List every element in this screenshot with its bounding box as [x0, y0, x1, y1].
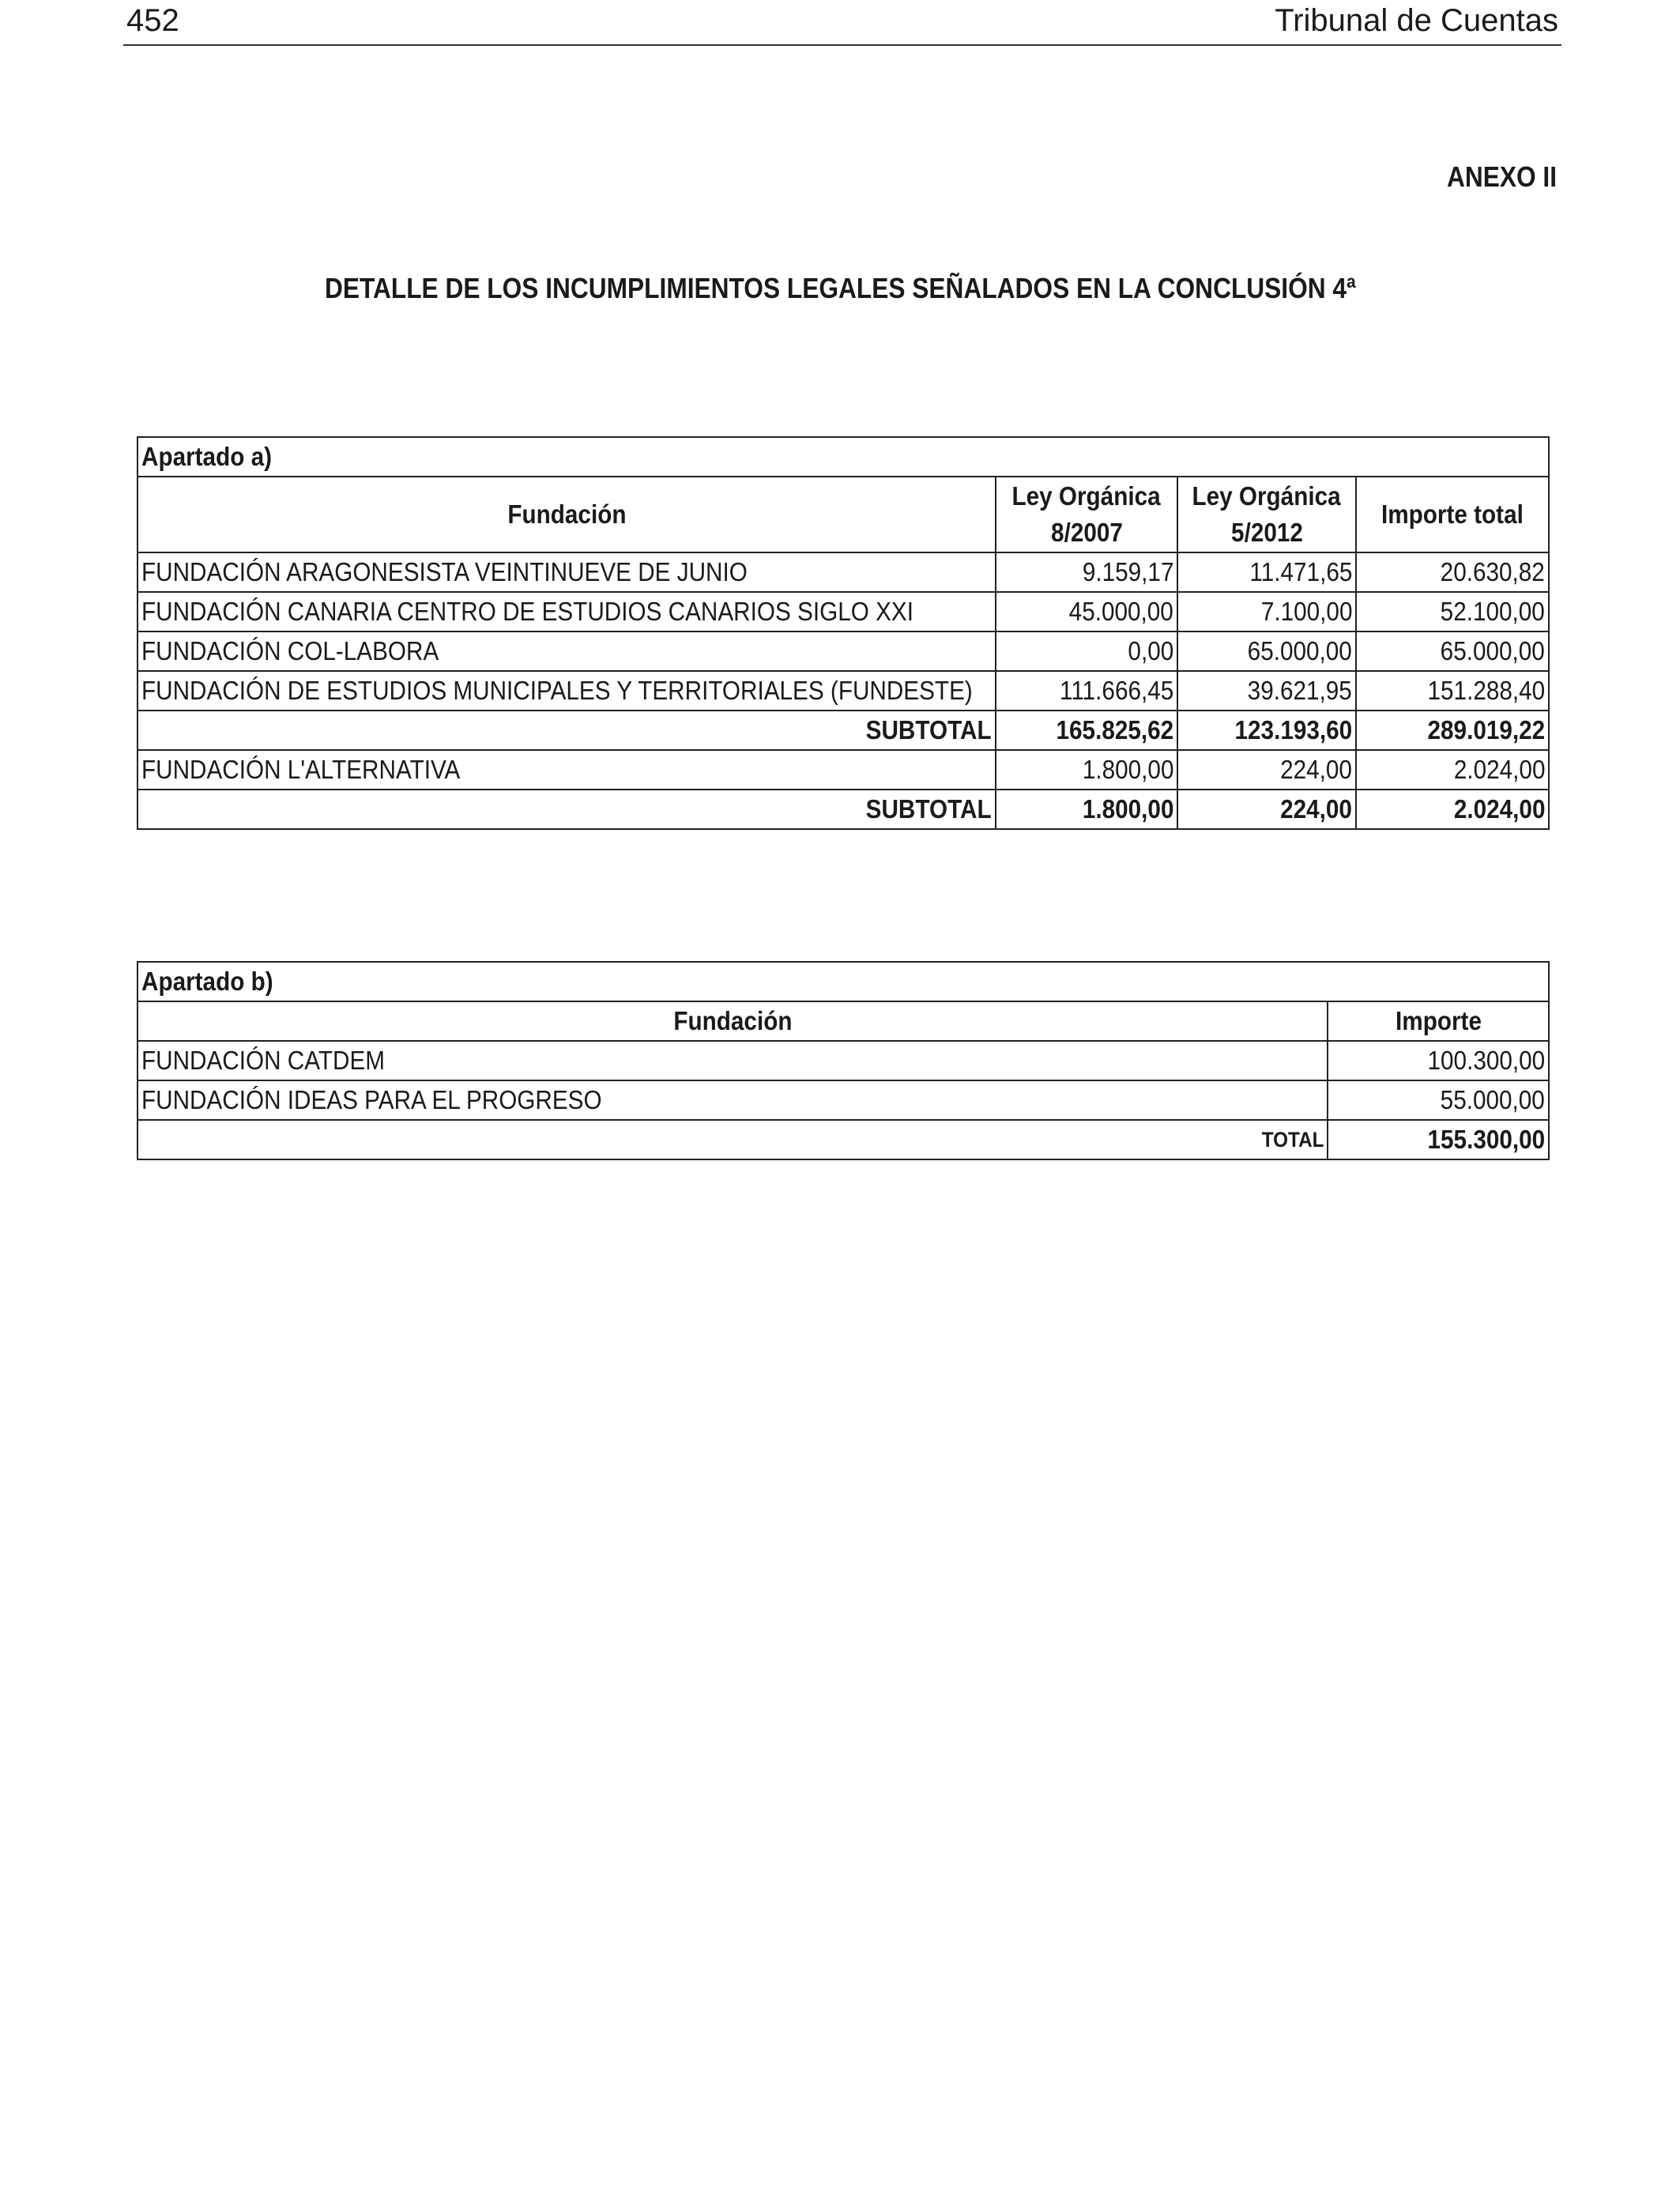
total-row	[137, 1120, 1549, 1159]
row-lo-2012: 11.471,65	[1177, 552, 1356, 592]
row-lo-2007: 0,00	[996, 631, 1177, 671]
subtotal-total: 2.024,00	[1356, 790, 1549, 829]
document-title	[0, 272, 1680, 305]
row-name: FUNDACIÓN ARAGONESISTA VEINTINUEVE DE JUNIO	[137, 552, 996, 592]
subtotal-row	[137, 711, 1549, 750]
annex-label: ANEXO II	[1446, 160, 1557, 193]
table-row	[137, 750, 1549, 790]
running-title: Tribunal de Cuentas	[1275, 3, 1558, 38]
total-label: TOTAL	[137, 1120, 1328, 1159]
table-apartado-a	[137, 436, 1550, 830]
subtotal-label: SUBTOTAL	[137, 711, 996, 750]
subtotal-lo-2012: 224,00	[1177, 790, 1356, 829]
row-name: FUNDACIÓN IDEAS PARA EL PROGRESO	[137, 1080, 1328, 1120]
row-importe: 100.300,00	[1328, 1041, 1549, 1080]
row-name: FUNDACIÓN CATDEM	[137, 1041, 1328, 1080]
table-caption-row	[137, 437, 1549, 477]
row-name: FUNDACIÓN COL-LABORA	[137, 631, 996, 671]
row-total: 52.100,00	[1356, 592, 1549, 631]
table-caption-row	[137, 962, 1549, 1001]
row-lo-2007: 45.000,00	[996, 592, 1177, 631]
subtotal-lo-2007: 1.800,00	[996, 790, 1177, 829]
table-row	[137, 671, 1549, 711]
column-header-importe: Importe	[1328, 1001, 1549, 1041]
subtotal-total: 289.019,22	[1356, 711, 1549, 750]
table-header-row	[137, 1001, 1549, 1041]
subtotal-row	[137, 790, 1549, 829]
row-lo-2007: 111.666,45	[996, 671, 1177, 711]
table-row	[137, 631, 1549, 671]
row-importe: 55.000,00	[1328, 1080, 1549, 1120]
row-name: FUNDACIÓN CANARIA CENTRO DE ESTUDIOS CANARIOS SIGLO XXI	[137, 592, 996, 631]
row-lo-2007: 1.800,00	[996, 750, 1177, 790]
total-value: 155.300,00	[1328, 1120, 1549, 1159]
table-header-row	[137, 477, 1549, 552]
row-lo-2012: 7.100,00	[1177, 592, 1356, 631]
page-number: 452	[126, 3, 179, 38]
table-apartado-b	[137, 961, 1550, 1160]
row-lo-2007: 9.159,17	[996, 552, 1177, 592]
column-header-importe-total: Importe total	[1356, 477, 1549, 552]
document-title-text: DETALLE DE LOS INCUMPLIMIENTOS LEGALES SEÑALADOS EN LA CONCLUSIÓN 4ª	[324, 272, 1356, 304]
row-total: 2.024,00	[1356, 750, 1549, 790]
table-caption: Apartado a)	[137, 437, 1549, 477]
subtotal-lo-2012: 123.193,60	[1177, 711, 1356, 750]
column-header-lo-2012: Ley Orgánica 5/2012	[1177, 477, 1356, 552]
row-lo-2012: 224,00	[1177, 750, 1356, 790]
row-name: FUNDACIÓN L'ALTERNATIVA	[137, 750, 996, 790]
row-total: 20.630,82	[1356, 552, 1549, 592]
table-row	[137, 1041, 1549, 1080]
row-name: FUNDACIÓN DE ESTUDIOS MUNICIPALES Y TERRITORIALES (FUNDESTE)	[137, 671, 996, 711]
row-total: 151.288,40	[1356, 671, 1549, 711]
table-row	[137, 592, 1549, 631]
table-row	[137, 1080, 1549, 1120]
subtotal-label: SUBTOTAL	[137, 790, 996, 829]
table-caption: Apartado b)	[137, 962, 1549, 1001]
subtotal-lo-2007: 165.825,62	[996, 711, 1177, 750]
column-header-lo-2007: Ley Orgánica 8/2007	[996, 477, 1177, 552]
column-header-fundacion: Fundación	[137, 477, 996, 552]
row-lo-2012: 39.621,95	[1177, 671, 1356, 711]
row-total: 65.000,00	[1356, 631, 1549, 671]
row-lo-2012: 65.000,00	[1177, 631, 1356, 671]
table-row	[137, 552, 1549, 592]
column-header-fundacion: Fundación	[137, 1001, 1328, 1041]
page-header	[123, 0, 1561, 46]
